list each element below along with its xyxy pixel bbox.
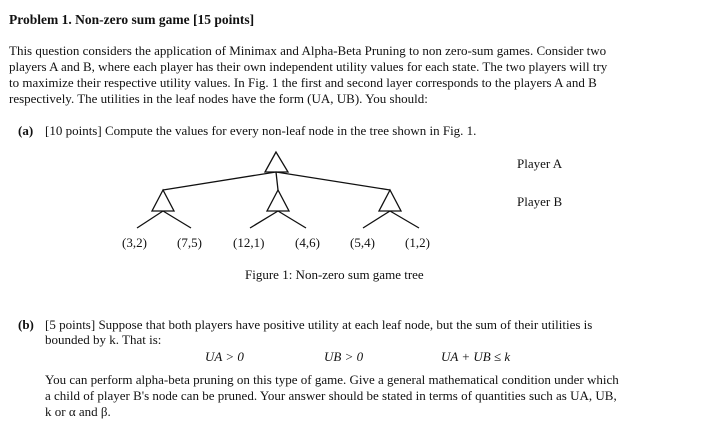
- leaf-value: (1,2): [405, 235, 430, 250]
- tree-edge: [250, 211, 278, 228]
- leaf-value: (5,4): [350, 235, 375, 250]
- intro-line: This question considers the application of Minimax and Alpha-Beta Pruning to non zero-sum games. Consider two: [9, 43, 607, 58]
- intro-line: to maximize their respective utility values. In Fig. 1 the first and second layer corresponds to the players A and B: [9, 75, 597, 90]
- part-a-label: (a): [18, 123, 34, 138]
- equation-ub: UB > 0: [324, 349, 364, 364]
- player-b-node: [379, 190, 401, 211]
- leaf-value: (3,2): [122, 235, 147, 250]
- tree-edge: [276, 172, 278, 190]
- tree-edge: [276, 172, 390, 190]
- part-b-label: (b): [18, 317, 34, 332]
- tree-edge: [278, 211, 306, 228]
- tree-edge: [363, 211, 390, 228]
- part-b-question: a child of player B's node can be pruned. Your answer should be stated in terms of quantities such as UA, UB,: [45, 388, 617, 403]
- part-a-text: [10 points] Compute the values for every non-leaf node in the tree shown in Fig. 1.: [45, 123, 477, 138]
- player-b-node: [267, 190, 289, 211]
- equation-sum: UA + UB ≤ k: [441, 349, 511, 364]
- leaf-value: (4,6): [295, 235, 320, 250]
- tree-edge: [137, 211, 163, 228]
- part-b-text: [5 points] Suppose that both players have positive utility at each leaf node, but the sum of their utilities is: [45, 317, 593, 332]
- intro-line: players A and B, where each player has their own independent utility values for each state. The two players will try: [9, 59, 608, 74]
- part-b-question: You can perform alpha-beta pruning on this type of game. Give a general mathematical condition under which: [45, 372, 619, 387]
- leaf-value: (12,1): [233, 235, 265, 250]
- player-a-label: Player A: [517, 156, 563, 171]
- equation-ua: UA > 0: [205, 349, 244, 364]
- problem-title: Problem 1. Non-zero sum game [15 points]: [9, 12, 255, 27]
- player-b-label: Player B: [517, 194, 563, 209]
- tree-edge: [163, 172, 276, 190]
- part-b-text: bounded by k. That is:: [45, 332, 162, 347]
- intro-line: respectively. The utilities in the leaf nodes have the form (UA, UB). You should:: [9, 91, 428, 106]
- figure-caption: Figure 1: Non-zero sum game tree: [245, 267, 424, 282]
- tree-edge: [390, 211, 419, 228]
- leaf-value: (7,5): [177, 235, 202, 250]
- tree-edge: [163, 211, 191, 228]
- part-b-question: k or α and β.: [45, 404, 111, 419]
- root-node-player-a: [265, 152, 288, 172]
- player-b-node: [152, 190, 174, 211]
